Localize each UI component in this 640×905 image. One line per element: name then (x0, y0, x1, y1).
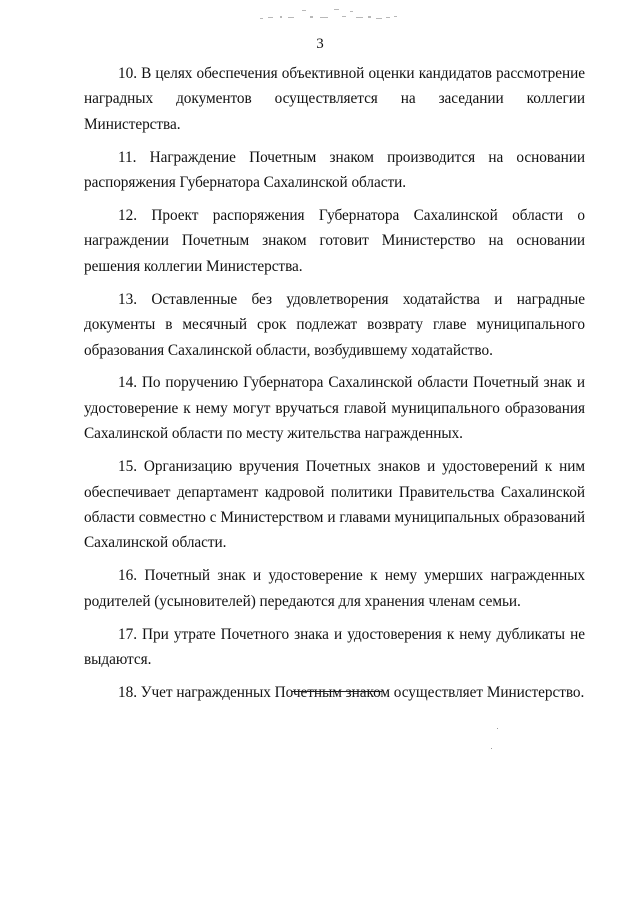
paragraph-17: 17. При утрате Почетного знака и удостоверения к нему дубликаты не выдаются. (84, 625, 585, 669)
scan-bleed-through (250, 4, 410, 26)
paragraph-16: 16. Почетный знак и удостоверение к нему умерших награжденных родителей (усыновителей) передаются для хранения членам семьи. (84, 567, 585, 610)
paragraph-10: 10. В целях обеспечения объективной оценки кандидатов рассмотрение наградных документов осуществляется на заседании коллегии Министерства. (84, 65, 585, 133)
paragraph-11: 11. Награждение Почетным знаком производится на основании распоряжения Губернатора Сахалинской области. (84, 148, 585, 192)
scan-speck (491, 748, 492, 749)
end-of-text-rule (291, 691, 382, 692)
page-number: 3 (316, 36, 324, 52)
paragraph-14: 14. По поручению Губернатора Сахалинской области Почетный знак и удостоверение к нему могут вручаться главой муниципального образования Сахалинской области по месту жительства награжденных. (84, 374, 585, 443)
scan-speck (497, 728, 498, 729)
paragraph-15: 15. Организацию вручения Почетных знаков и удостоверений к ним обеспечивает департамент кадровой политики Правительства Сахалинской области совместно с Министерством и главами муниципальных образований Сахалинской области. (84, 458, 585, 552)
paragraph-18: 18. Учет награжденных Почетным знаком осуществляет Министерство. (118, 683, 585, 701)
paragraph-12: 12. Проект распоряжения Губернатора Сахалинской области о награждении Почетным знаком готовит Министерство на основании решения коллегии Министерства. (84, 207, 585, 275)
paragraph-13: 13. Оставленные без удовлетворения ходатайства и наградные документы в месячный срок подлежат возврату главе муниципального образования Сахалинской области, возбудившему ходатайство. (84, 290, 585, 359)
document-body (84, 61, 585, 705)
